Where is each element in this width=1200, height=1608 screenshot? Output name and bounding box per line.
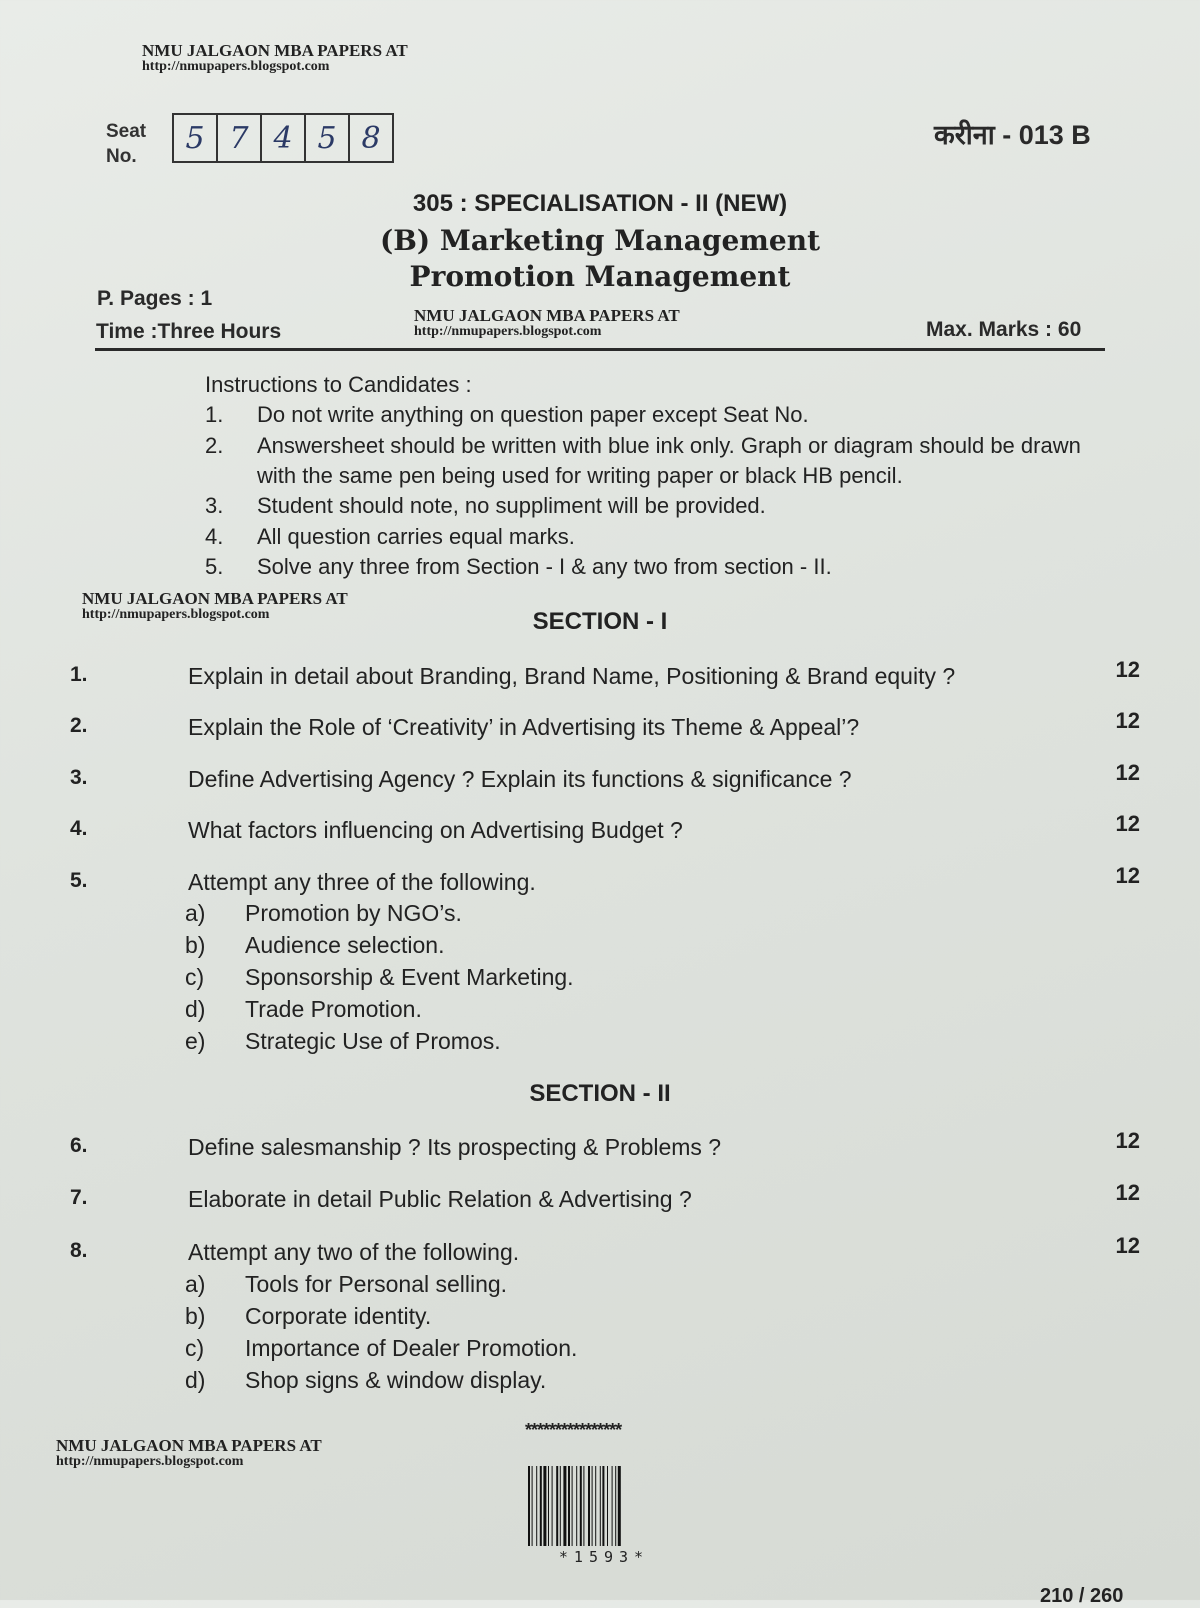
- barcode-bar: [588, 1466, 590, 1546]
- watermark-title: NMU JALGAON MBA PAPERS AT: [82, 589, 348, 608]
- sub-question-label: b): [185, 1303, 206, 1329]
- sub-question-label: b): [185, 932, 206, 958]
- page-count: P. Pages : 1: [97, 287, 213, 310]
- watermark-url: http://nmupapers.blogspot.com: [142, 58, 330, 74]
- header-divider: [95, 348, 1105, 351]
- barcode-bar: [576, 1466, 577, 1546]
- sub-question-label: d): [185, 1367, 206, 1393]
- question-text: Define Advertising Agency ? Explain its functions & significance ?: [188, 766, 852, 792]
- barcode-bar: [552, 1466, 553, 1546]
- question-marks: 12: [1115, 863, 1140, 888]
- sub-question: [185, 932, 444, 959]
- watermark: [56, 1437, 322, 1470]
- question-text: Elaborate in detail Public Relation & Advertising ?: [188, 1186, 692, 1212]
- sub-question: [185, 964, 574, 991]
- end-of-paper-stars: ****************: [525, 1420, 622, 1440]
- barcode-bar: [595, 1466, 596, 1546]
- time-allowed: Time :Three Hours: [96, 320, 282, 343]
- paper-subject-code: 305 : SPECIALISATION - II (NEW): [412, 190, 788, 217]
- barcode-bar: [612, 1466, 613, 1546]
- watermark-title: NMU JALGAON MBA PAPERS AT: [56, 1436, 322, 1455]
- question-text: Explain the Role of ‘Creativity’ in Advertising its Theme & Appeal’?: [188, 714, 860, 740]
- sub-question-label: e): [185, 1028, 206, 1054]
- seat-digit: 5: [306, 115, 350, 161]
- barcode-number: *1593*: [558, 1548, 650, 1566]
- barcode-bar: [600, 1466, 601, 1546]
- sub-question: [185, 1303, 431, 1330]
- sub-question-label: a): [185, 900, 206, 926]
- question-number: 7.: [70, 1186, 88, 1209]
- sub-question: [185, 1335, 577, 1362]
- instruction-number: 5.: [205, 554, 224, 580]
- question-number: 3.: [70, 766, 88, 789]
- instruction-number: 2.: [205, 432, 224, 458]
- seat-digit: 7: [218, 115, 262, 161]
- sub-question-label: c): [185, 964, 205, 990]
- barcode-bar: [615, 1466, 616, 1546]
- seat-number-boxes: [172, 113, 394, 163]
- section-1-title: SECTION - I: [532, 608, 668, 635]
- watermark-title: NMU JALGAON MBA PAPERS AT: [414, 306, 680, 325]
- section-2-title: SECTION - II: [529, 1080, 671, 1107]
- instruction-item: [205, 400, 1125, 430]
- barcode-bar: [618, 1466, 621, 1546]
- barcode-bar: [592, 1466, 593, 1546]
- barcode-bar: [536, 1466, 537, 1546]
- paper-code: करीना - 013 B: [934, 120, 1091, 150]
- question-text: What factors influencing on Advertising Budget ?: [188, 817, 683, 843]
- sub-question-text: Promotion by NGO’s.: [245, 900, 462, 926]
- sub-question: [185, 1271, 507, 1298]
- question-number: 2.: [70, 714, 88, 737]
- watermark-url: http://nmupapers.blogspot.com: [56, 1453, 244, 1469]
- question-text: Attempt any three of the following.: [188, 869, 536, 895]
- seat-label-line1: Seat: [106, 121, 147, 142]
- sub-question-text: Shop signs & window display.: [245, 1367, 547, 1393]
- instruction-item: [205, 431, 1125, 492]
- barcode-bar: [563, 1466, 566, 1546]
- sub-question-label: d): [185, 996, 206, 1022]
- instruction-text: Answersheet should be written with blue ink only. Graph or diagram should be drawn with the same pen being used for writing paper or black HB pencil.: [257, 432, 1081, 489]
- instruction-text: All question carries equal marks.: [257, 523, 575, 549]
- sub-question-text: Trade Promotion.: [245, 996, 422, 1022]
- question-marks: 12: [1115, 811, 1140, 836]
- question-text: Define salesmanship ? Its prospecting & Problems ?: [188, 1134, 722, 1160]
- question-marks: 12: [1115, 708, 1140, 733]
- seat-digit: 8: [361, 120, 381, 156]
- sub-question: [185, 996, 422, 1023]
- instruction-number: 3.: [205, 493, 224, 519]
- question-number: 5.: [70, 869, 88, 892]
- instruction-item: [205, 522, 1125, 552]
- instruction-text: Solve any three from Section - I & any two from section - II.: [257, 554, 832, 580]
- barcode-bar: [543, 1466, 546, 1546]
- barcode-bar: [560, 1466, 561, 1546]
- instructions: [205, 370, 1125, 583]
- seat-label: [106, 120, 146, 169]
- barcode-bar: [607, 1466, 608, 1546]
- barcode-bar: [580, 1466, 582, 1546]
- question-marks: 12: [1115, 657, 1140, 682]
- barcode: [528, 1466, 680, 1546]
- question-number: 1.: [70, 663, 88, 686]
- sub-question: [185, 1367, 546, 1394]
- sub-question-label: a): [185, 1271, 206, 1297]
- watermark-url: http://nmupapers.blogspot.com: [414, 323, 602, 339]
- sub-question-label: c): [185, 1335, 205, 1361]
- watermark: [142, 42, 408, 75]
- barcode-bar: [532, 1466, 533, 1546]
- barcode-bar: [540, 1466, 542, 1546]
- question-text: Explain in detail about Branding, Brand Name, Positioning & Brand equity ?: [188, 663, 956, 689]
- barcode-bar: [548, 1466, 549, 1546]
- sub-question-text: Importance of Dealer Promotion.: [245, 1335, 578, 1361]
- seat-digit: 4: [262, 115, 306, 161]
- sub-question-text: Sponsorship & Event Marketing.: [245, 964, 574, 990]
- instruction-number: 4.: [205, 523, 224, 549]
- question-number: 8.: [70, 1239, 88, 1262]
- barcode-bar: [528, 1466, 530, 1546]
- sub-question-text: Audience selection.: [245, 932, 445, 958]
- question-number: 4.: [70, 817, 88, 840]
- question-marks: 12: [1115, 1128, 1140, 1153]
- sub-question: [185, 1028, 501, 1055]
- sub-question-text: Tools for Personal selling.: [245, 1271, 508, 1297]
- page-reference: 210 / 260: [1040, 1585, 1124, 1607]
- watermark: [414, 307, 680, 340]
- barcode-bar: [556, 1466, 558, 1546]
- question-text: Attempt any two of the following.: [188, 1239, 520, 1265]
- max-marks: Max. Marks : 60: [926, 318, 1082, 341]
- barcode-bar: [568, 1466, 570, 1546]
- instruction-number: 1.: [205, 402, 224, 428]
- watermark-title: NMU JALGAON MBA PAPERS AT: [142, 41, 408, 60]
- barcode-bar: [572, 1466, 573, 1546]
- barcode-bar: [583, 1466, 584, 1546]
- paper-title: Promotion Management: [409, 260, 791, 293]
- seat-label-line2: No.: [106, 145, 137, 167]
- seat-digit: 5: [174, 115, 218, 161]
- instructions-heading: Instructions to Candidates :: [205, 372, 472, 397]
- question-marks: 12: [1115, 1180, 1140, 1205]
- sub-question-text: Strategic Use of Promos.: [245, 1028, 501, 1054]
- instruction-item: [205, 552, 1125, 582]
- instruction-text: Do not write anything on question paper except Seat No.: [257, 402, 809, 428]
- question-number: 6.: [70, 1134, 88, 1157]
- barcode-bar: [602, 1466, 604, 1546]
- sub-question-text: Corporate identity.: [245, 1303, 432, 1329]
- watermark-url: http://nmupapers.blogspot.com: [82, 606, 270, 622]
- question-marks: 12: [1115, 760, 1140, 785]
- question-marks: 12: [1115, 1233, 1140, 1258]
- instruction-text: Student should note, no suppliment will be provided.: [257, 493, 766, 519]
- instruction-item: [205, 491, 1125, 521]
- sub-question: [185, 900, 462, 927]
- paper-specialisation: (B) Marketing Management: [379, 224, 821, 257]
